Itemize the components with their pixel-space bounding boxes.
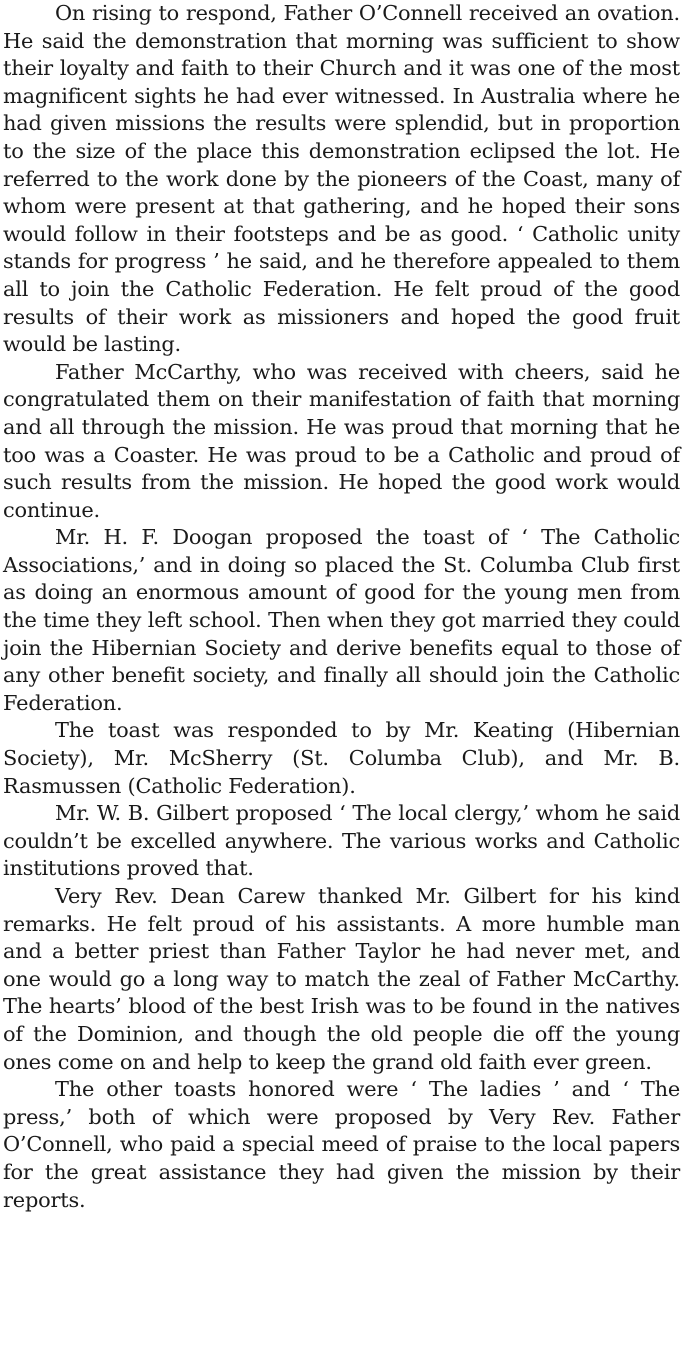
paragraph-local-clergy-toast: Mr. W. B. Gilbert proposed ‘ The local clergy,’ whom he said couldn’t be excelled anywhere. The various works and Catholic institutions proved that. bbox=[3, 801, 680, 881]
paragraph-other-toasts: The other toasts honored were ‘ The ladies ’ and ‘ The press,’ both of which were proposed by Very Rev. Father O’Connell, who paid a special meed of praise to the local papers for the great assistance they had given the mission by their reports. bbox=[3, 1077, 680, 1212]
paragraph-father-oconnell-response: On rising to respond, Father O’Connell received an ovation. He said the demonstration that morning was sufficient to show their loyalty and faith to their Church and it was one of the most magnificent sights he had ever witnessed. In Australia where he had given missions the results were splendid, but in proportion to the size of the place this demonstration eclipsed the lot. He referred to the work done by the pioneers of the Coast, many of whom were present at that gathering, and he hoped their sons would follow in their footsteps and be as good. ‘ Catholic unity stands for progress ’ he said, and he therefore appealed to them all to join the Catholic Federation. He felt proud of the good results of their work as missioners and hoped the good fruit would be lasting. bbox=[3, 1, 680, 357]
paragraph-toast-responses: The toast was responded to by Mr. Keating (Hibernian Society), Mr. McSherry (St. Columba Club), and Mr. B. Rasmussen (Catholic Federation). bbox=[3, 718, 680, 798]
paragraph-dean-carew-reply: Very Rev. Dean Carew thanked Mr. Gilbert for his kind remarks. He felt proud of his assistants. A more humble man and a better priest than Father Taylor he had never met, and one would go a long way to match the zeal of Father McCarthy. The hearts’ blood of the best Irish was to be found in the natives of the Dominion, and though the old people die off the young ones come on and help to keep the grand old faith ever green. bbox=[3, 884, 680, 1074]
paragraph-catholic-associations-toast: Mr. H. F. Doogan proposed the toast of ‘ The Catholic Associations,’ and in doing so placed the St. Columba Club first as doing an enormous amount of good for the young men from the time they left school. Then when they got married they could join the Hibernian Society and derive benefits equal to those of any other benefit society, and finally all should join the Catholic Federation. bbox=[3, 525, 680, 715]
paragraph-father-mccarthy: Father McCarthy, who was received with cheers, said he congratulated them on their manifestation of faith that morning and all through the mission. He was proud that morning that he too was a Coaster. He was proud to be a Catholic and proud of such results from the mission. He hoped the good work would continue. bbox=[3, 359, 680, 522]
